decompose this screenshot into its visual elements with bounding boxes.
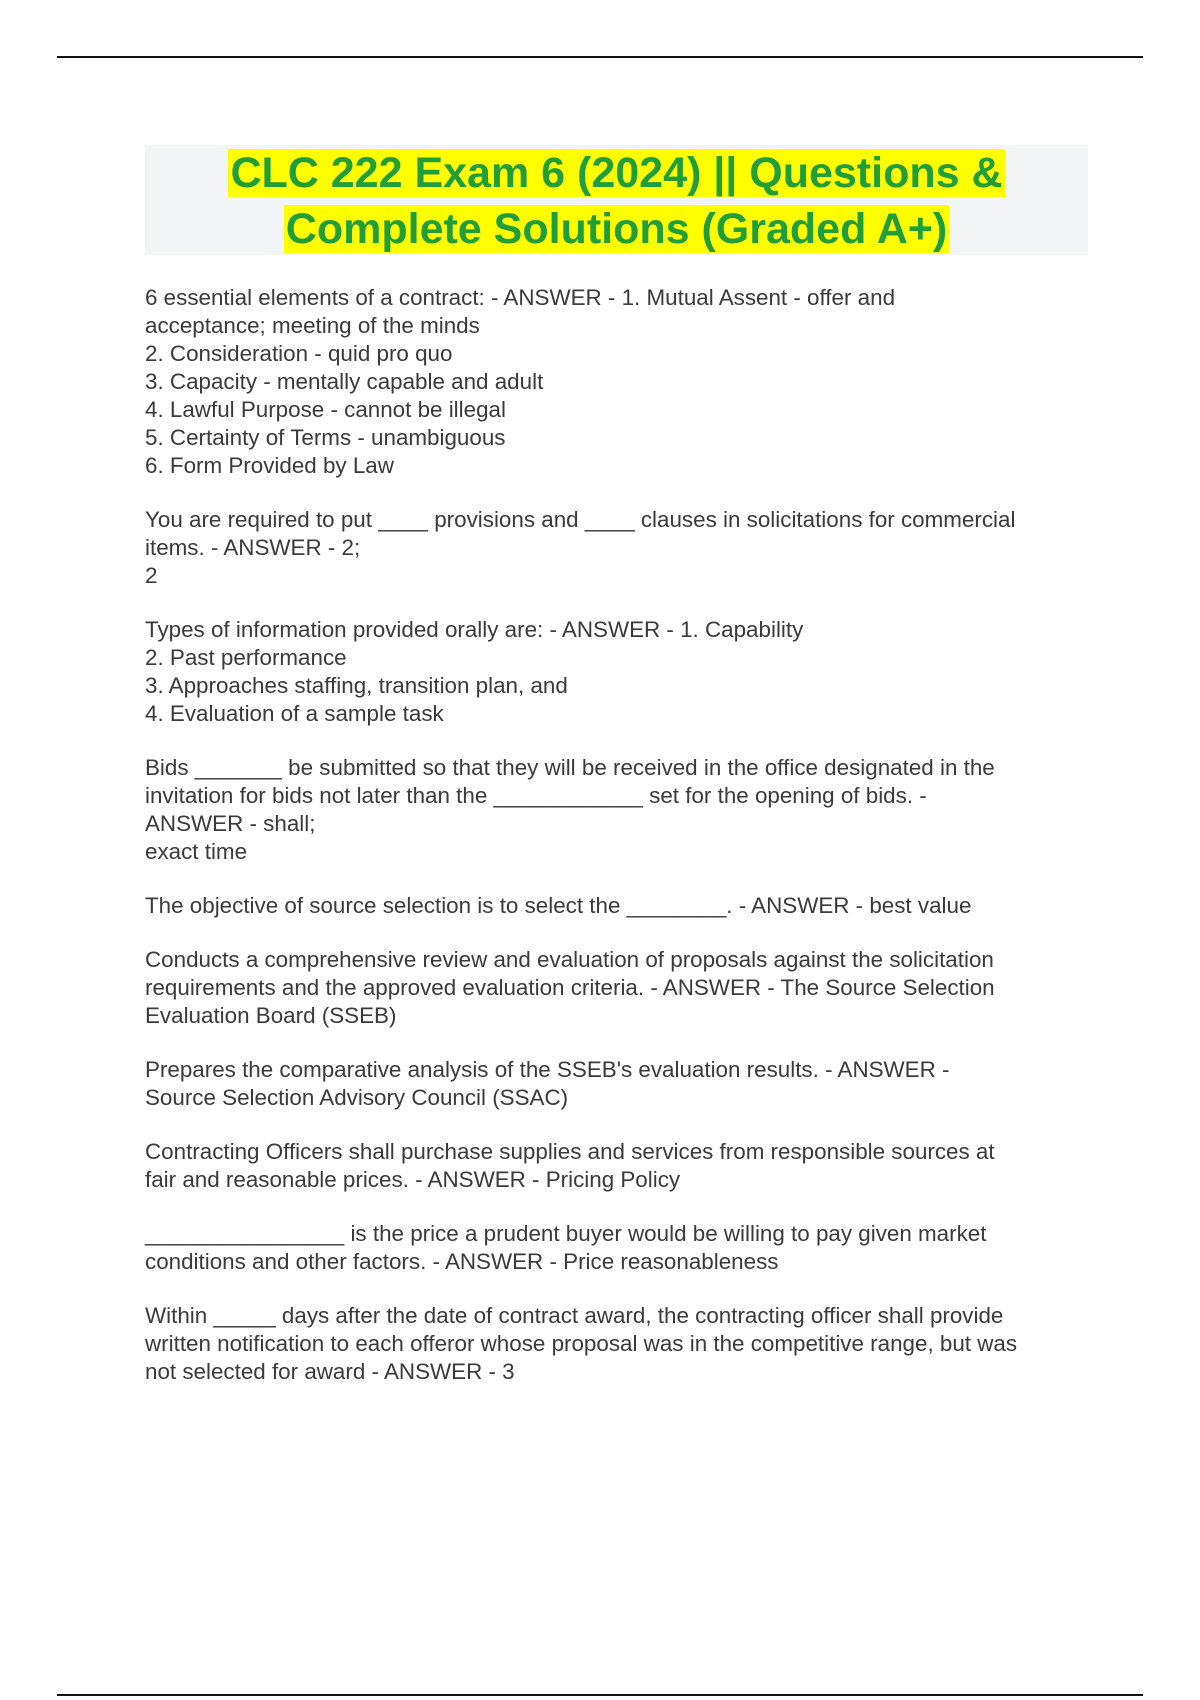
qa-item-6 [145,946,1100,1030]
qa-line: requirements and the approved evaluation criteria. - ANSWER - The Source Selection [145,975,995,1000]
top-rule [57,56,1143,58]
qa-item-5 [145,892,1100,920]
qa-line: exact time [145,839,248,864]
qa-line: 5. Certainty of Terms - unambiguous [145,425,506,450]
qa-line: Prepares the comparative analysis of the SSEB's evaluation results. - ANSWER - [145,1057,950,1082]
page-title-line-2: Complete Solutions (Graded A+) [285,205,948,253]
qa-line: 6 essential elements of a contract: - ANSWER - 1. Mutual Assent - offer and [145,285,896,310]
qa-line: 4. Evaluation of a sample task [145,701,444,726]
qa-line: ANSWER - shall; [145,811,316,836]
qa-line: items. - ANSWER - 2; [145,535,361,560]
qa-line: Contracting Officers shall purchase supplies and services from responsible sources at [145,1139,995,1164]
qa-line: The objective of source selection is to select the ________. - ANSWER - best value [145,893,972,918]
page-title-line-1: CLC 222 Exam 6 (2024) || Questions & [230,149,1003,197]
bottom-rule [57,1694,1143,1696]
qa-line: 4. Lawful Purpose - cannot be illegal [145,397,506,422]
qa-line: 3. Capacity - mentally capable and adult [145,369,544,394]
qa-line: written notification to each offeror whose proposal was in the competitive range, but was [145,1331,1018,1356]
qa-line: 2 [145,563,158,588]
qa-line: conditions and other factors. - ANSWER - Price reasonableness [145,1249,779,1274]
qa-line: fair and reasonable prices. - ANSWER - Pricing Policy [145,1167,681,1192]
qa-line: Bids _______ be submitted so that they will be received in the office designated in the [145,755,995,780]
qa-item-1 [145,284,1100,480]
qa-line: 2. Consideration - quid pro quo [145,341,453,366]
qa-list [145,284,1100,1412]
qa-line: acceptance; meeting of the minds [145,313,480,338]
qa-line: ________________ is the price a prudent buyer would be willing to pay given market [145,1221,987,1246]
qa-line: 3. Approaches staffing, transition plan, and [145,673,568,698]
qa-item-2 [145,506,1100,590]
qa-line: Conducts a comprehensive review and evaluation of proposals against the solicitation [145,947,994,972]
qa-line: 6. Form Provided by Law [145,453,394,478]
qa-line: You are required to put ____ provisions and ____ clauses in solicitations for commercial [145,507,1016,532]
qa-item-8 [145,1138,1100,1194]
qa-line: Evaluation Board (SSEB) [145,1003,397,1028]
qa-item-4 [145,754,1100,866]
title-banner [145,145,1088,255]
qa-item-9 [145,1220,1100,1276]
qa-line: Within _____ days after the date of contract award, the contracting officer shall provide [145,1303,1004,1328]
qa-item-7 [145,1056,1100,1112]
qa-item-3 [145,616,1100,728]
qa-line: not selected for award - ANSWER - 3 [145,1359,515,1384]
qa-line: Types of information provided orally are: - ANSWER - 1. Capability [145,617,804,642]
qa-line: 2. Past performance [145,645,347,670]
qa-item-10 [145,1302,1100,1386]
qa-line: Source Selection Advisory Council (SSAC) [145,1085,569,1110]
qa-line: invitation for bids not later than the ____________ set for the opening of bids. - [145,783,927,808]
